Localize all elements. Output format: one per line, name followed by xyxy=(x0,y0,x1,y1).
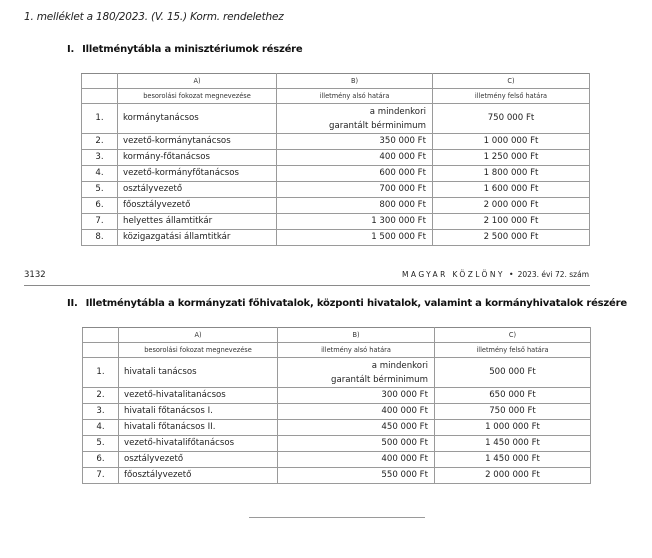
grade-name: hivatali tanácsos xyxy=(119,358,278,388)
col-a-subheader: besorolási fokozat megnevezése xyxy=(118,89,277,104)
salary-max: 750 000 Ft xyxy=(435,404,591,420)
col-c-subheader: illetmény felső határa xyxy=(435,343,591,358)
table-row xyxy=(83,436,591,452)
grade-name: osztályvezető xyxy=(119,452,278,468)
col-b-header: B) xyxy=(277,74,433,89)
section-1-number: I. xyxy=(67,44,75,55)
column-letter-row xyxy=(82,74,590,89)
table-row xyxy=(82,134,590,150)
salary-min: 700 000 Ft xyxy=(277,182,433,198)
grade-name: vezető-hivatalifőtanácsos xyxy=(119,436,278,452)
grade-name: közigazgatási államtitkár xyxy=(118,230,277,246)
table-row xyxy=(82,166,590,182)
salary-min: 400 000 Ft xyxy=(278,404,435,420)
table-row xyxy=(83,452,591,468)
section-2-title xyxy=(67,298,627,309)
salary-max: 1 000 000 Ft xyxy=(433,134,590,150)
salary-min: 1 300 000 Ft xyxy=(277,214,433,230)
salary-max: 1 600 000 Ft xyxy=(433,182,590,198)
salary-table-ministries xyxy=(81,73,590,246)
salary-min-line2: garantált bérminimum xyxy=(329,120,426,131)
table-row xyxy=(83,358,591,388)
salary-min: 450 000 Ft xyxy=(278,420,435,436)
journal-name: MAGYAR KÖZLÖNY xyxy=(402,270,505,279)
salary-max: 2 000 000 Ft xyxy=(433,198,590,214)
salary-max: 1 450 000 Ft xyxy=(435,436,591,452)
grade-name: vezető-hivatalitanácsos xyxy=(119,388,278,404)
salary-max: 2 000 000 Ft xyxy=(435,468,591,484)
column-subheader-row xyxy=(82,89,590,104)
header-rule xyxy=(24,285,590,286)
table-row xyxy=(82,230,590,246)
salary-min: 600 000 Ft xyxy=(277,166,433,182)
grade-name: vezető-kormányfőtanácsos xyxy=(118,166,277,182)
corner-cell xyxy=(83,328,119,343)
corner-cell xyxy=(82,89,118,104)
row-number: 4. xyxy=(83,420,119,436)
row-number: 7. xyxy=(83,468,119,484)
grade-name: hivatali főtanácsos II. xyxy=(119,420,278,436)
annex-title: 1. melléklet a 180/2023. (V. 15.) Korm. rendelethez xyxy=(24,11,284,23)
section-1-heading: Illetménytábla a minisztériumok részére xyxy=(82,44,303,55)
col-a-subheader: besorolási fokozat megnevezése xyxy=(119,343,278,358)
col-b-subheader: illetmény alsó határa xyxy=(277,89,433,104)
grade-name: osztályvezető xyxy=(118,182,277,198)
salary-min-line1: a mindenkori xyxy=(369,106,426,117)
row-number: 6. xyxy=(82,198,118,214)
row-number: 1. xyxy=(82,104,118,134)
row-number: 8. xyxy=(82,230,118,246)
row-number: 1. xyxy=(83,358,119,388)
row-number: 6. xyxy=(83,452,119,468)
salary-min-line1: a mindenkori xyxy=(371,360,428,371)
salary-max: 500 000 Ft xyxy=(435,358,591,388)
salary-max: 1 000 000 Ft xyxy=(435,420,591,436)
end-rule xyxy=(249,517,425,518)
corner-cell xyxy=(82,74,118,89)
journal-header xyxy=(402,270,589,279)
grade-name: helyettes államtitkár xyxy=(118,214,277,230)
col-b-header: B) xyxy=(278,328,435,343)
col-c-header: C) xyxy=(433,74,590,89)
section-2-number: II. xyxy=(67,298,78,309)
salary-max: 2 500 000 Ft xyxy=(433,230,590,246)
salary-min: 350 000 Ft xyxy=(277,134,433,150)
row-number: 4. xyxy=(82,166,118,182)
salary-table-offices xyxy=(82,327,591,484)
col-c-header: C) xyxy=(435,328,591,343)
salary-min: 800 000 Ft xyxy=(277,198,433,214)
section-1-title xyxy=(67,44,303,55)
journal-issue: 2023. évi 72. szám xyxy=(517,270,589,279)
salary-min xyxy=(277,104,433,134)
salary-max: 1 800 000 Ft xyxy=(433,166,590,182)
row-number: 7. xyxy=(82,214,118,230)
salary-min-line2: garantált bérminimum xyxy=(331,374,428,385)
bullet-separator: • xyxy=(508,270,514,279)
col-c-subheader: illetmény felső határa xyxy=(433,89,590,104)
section-2-heading: Illetménytábla a kormányzati főhivatalok, központi hivatalok, valamint a kormányhivatalok részére xyxy=(85,298,627,309)
salary-max: 2 100 000 Ft xyxy=(433,214,590,230)
salary-max: 750 000 Ft xyxy=(433,104,590,134)
column-subheader-row xyxy=(83,343,591,358)
table-row xyxy=(83,388,591,404)
grade-name: kormány-főtanácsos xyxy=(118,150,277,166)
grade-name: főosztályvezető xyxy=(119,468,278,484)
grade-name: főosztályvezető xyxy=(118,198,277,214)
salary-max: 1 450 000 Ft xyxy=(435,452,591,468)
grade-name: kormánytanácsos xyxy=(118,104,277,134)
col-b-subheader: illetmény alsó határa xyxy=(278,343,435,358)
salary-max: 1 250 000 Ft xyxy=(433,150,590,166)
salary-min: 300 000 Ft xyxy=(278,388,435,404)
table-row xyxy=(82,198,590,214)
corner-cell xyxy=(83,343,119,358)
salary-min: 550 000 Ft xyxy=(278,468,435,484)
table-row xyxy=(82,150,590,166)
row-number: 5. xyxy=(83,436,119,452)
row-number: 3. xyxy=(83,404,119,420)
row-number: 2. xyxy=(82,134,118,150)
salary-min: 500 000 Ft xyxy=(278,436,435,452)
col-a-header: A) xyxy=(118,74,277,89)
row-number: 5. xyxy=(82,182,118,198)
salary-min: 1 500 000 Ft xyxy=(277,230,433,246)
salary-max: 650 000 Ft xyxy=(435,388,591,404)
table-row xyxy=(82,182,590,198)
page-number: 3132 xyxy=(24,270,46,280)
table-row xyxy=(82,104,590,134)
salary-min: 400 000 Ft xyxy=(278,452,435,468)
grade-name: vezető-kormánytanácsos xyxy=(118,134,277,150)
grade-name: hivatali főtanácsos I. xyxy=(119,404,278,420)
col-a-header: A) xyxy=(119,328,278,343)
column-letter-row xyxy=(83,328,591,343)
table-row xyxy=(82,214,590,230)
table-row xyxy=(83,404,591,420)
salary-min: 400 000 Ft xyxy=(277,150,433,166)
salary-min xyxy=(278,358,435,388)
row-number: 3. xyxy=(82,150,118,166)
row-number: 2. xyxy=(83,388,119,404)
table-row xyxy=(83,468,591,484)
table-row xyxy=(83,420,591,436)
